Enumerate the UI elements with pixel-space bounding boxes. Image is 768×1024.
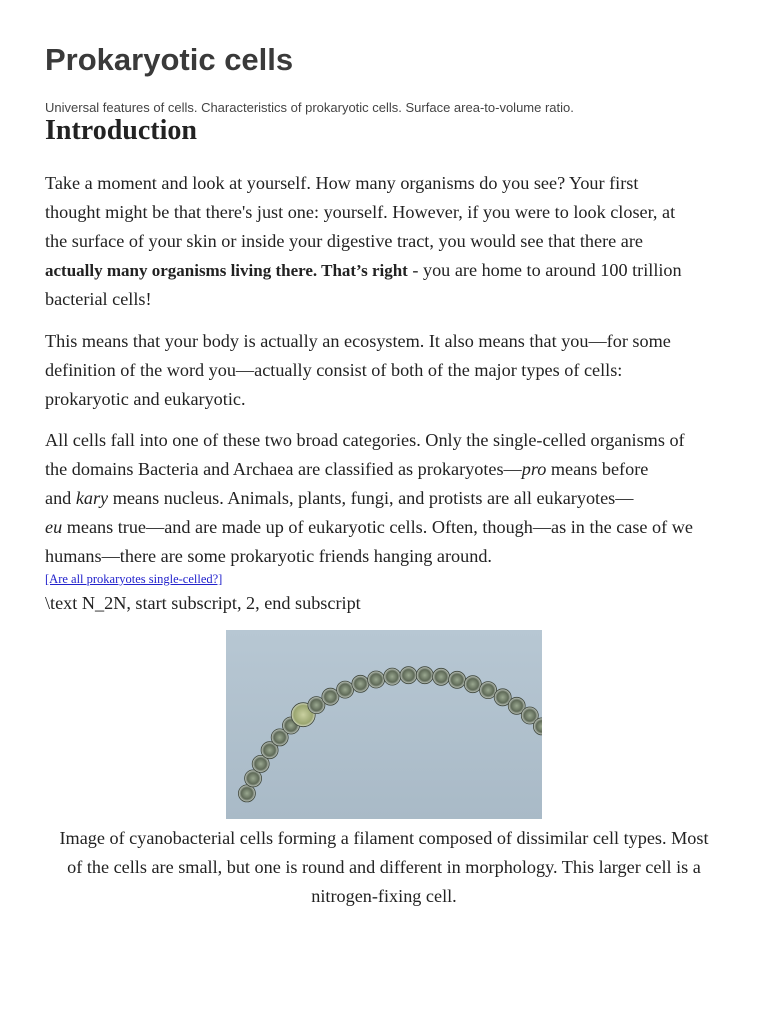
text-line: the surface of your skin or inside your digestive tract, you would see that there are bbox=[45, 231, 643, 251]
text-line: Take a moment and look at yourself. How many organisms do you see? Your first bbox=[45, 173, 639, 193]
text-span: means true—and are made up of eukaryotic cells. Often, though—as in the case of we bbox=[62, 517, 693, 537]
text-line: bacterial cells! bbox=[45, 289, 152, 309]
filament-cell bbox=[368, 671, 385, 688]
filament-cell bbox=[384, 668, 401, 685]
filament-cell bbox=[352, 675, 369, 692]
filament-cell bbox=[433, 668, 450, 685]
text-line: This means that your body is actually an ecosystem. It also means that you—for some bbox=[45, 331, 671, 351]
math-text-nitrogen: \text N_2N, start subscript, 2, end subscript bbox=[45, 593, 361, 613]
text-line: prokaryotic and eukaryotic. bbox=[45, 389, 246, 409]
filament-cell bbox=[449, 671, 466, 688]
text-span: - you are home to around 100 trillion bbox=[407, 260, 682, 280]
caption-line: Image of cyanobacterial cells forming a filament composed of dissimilar cell types. Most bbox=[59, 828, 709, 848]
intro-paragraph-3 bbox=[45, 426, 735, 571]
text-line: definition of the word you—actually consist of both of the major types of cells: bbox=[45, 360, 623, 380]
cyanobacteria-micrograph bbox=[226, 630, 542, 819]
filament-cell bbox=[238, 785, 255, 802]
italic-term-pro: pro bbox=[521, 459, 547, 479]
prokaryotes-single-celled-link[interactable]: [Are all prokaryotes single-celled?] bbox=[45, 572, 223, 586]
text-span: the domains Bacteria and Archaea are classified as prokaryotes— bbox=[45, 459, 522, 479]
filament-cell bbox=[337, 681, 354, 698]
text-line: humans—there are some prokaryotic friends hanging around. bbox=[45, 546, 492, 566]
text-span: and bbox=[45, 488, 76, 508]
page-title: Prokaryotic cells bbox=[45, 42, 294, 77]
italic-term-kary: kary bbox=[75, 488, 109, 508]
micrograph-background bbox=[226, 630, 542, 819]
text-line: thought might be that there's just one: yourself. However, if you were to look closer, at bbox=[45, 202, 676, 222]
text-line bbox=[45, 484, 735, 513]
text-span: means before bbox=[546, 459, 649, 479]
section-heading-introduction: Introduction bbox=[45, 115, 197, 146]
intro-paragraph-1 bbox=[45, 169, 735, 314]
text-line bbox=[45, 256, 735, 285]
cyanobacteria-image bbox=[226, 630, 542, 819]
figure-caption bbox=[45, 824, 723, 911]
page-subtitle: Universal features of cells. Characteristics of prokaryotic cells. Surface area-to-volume ratio. bbox=[45, 100, 574, 115]
text-line bbox=[45, 455, 735, 484]
caption-line: of the cells are small, but one is round and different in morphology. This larger cell is a bbox=[67, 857, 701, 877]
emphasis-text: actually many organisms living there. That’s right bbox=[45, 261, 408, 280]
caption-line: nitrogen-fixing cell. bbox=[311, 886, 457, 906]
text-span: means nucleus. Animals, plants, fungi, and protists are all eukaryotes— bbox=[108, 488, 634, 508]
filament-cell bbox=[400, 667, 417, 684]
italic-term-eu: eu bbox=[45, 517, 63, 537]
text-line bbox=[45, 513, 735, 542]
intro-paragraph-2 bbox=[45, 327, 735, 414]
filament-cell bbox=[464, 676, 481, 693]
filament-cell bbox=[416, 667, 433, 684]
text-line: All cells fall into one of these two broad categories. Only the single-celled organisms of bbox=[45, 430, 685, 450]
